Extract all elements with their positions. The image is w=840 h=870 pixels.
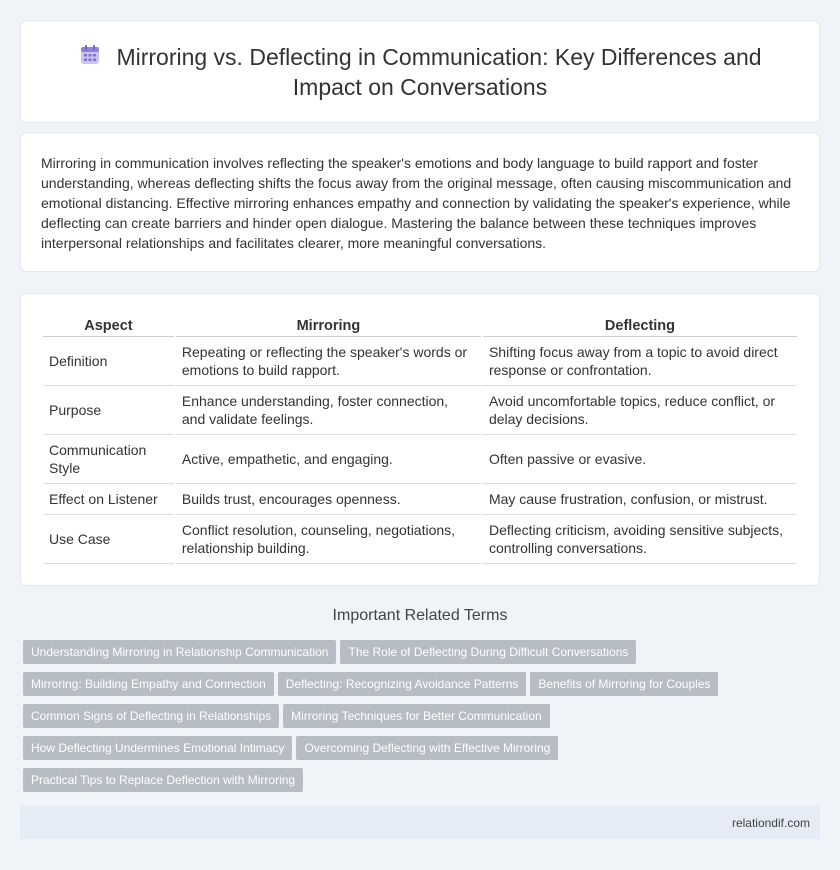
related-term-tag[interactable]: Overcoming Deflecting with Effective Mirroring xyxy=(296,736,558,760)
related-terms-title: Important Related Terms xyxy=(332,607,508,624)
comparison-card xyxy=(20,293,820,586)
related-term-tag[interactable]: How Deflecting Undermines Emotional Intimacy xyxy=(23,736,292,760)
table-row xyxy=(43,484,797,515)
deflecting-cell: Avoid uncomfortable topics, reduce conflict, or delay decisions. xyxy=(483,386,797,435)
aspect-cell: Effect on Listener xyxy=(43,484,174,515)
deflecting-cell: Shifting focus away from a topic to avoid direct response or confrontation. xyxy=(483,337,797,386)
related-term-tag[interactable]: Mirroring: Building Empathy and Connection xyxy=(23,672,274,696)
aspect-cell: Purpose xyxy=(43,386,174,435)
related-term-tag[interactable]: Deflecting: Recognizing Avoidance Patterns xyxy=(278,672,527,696)
related-term-tag[interactable]: Mirroring Techniques for Better Communication xyxy=(283,704,550,728)
footer-site-name: relationdif.com xyxy=(731,816,810,830)
header-card xyxy=(20,20,820,123)
header-mirroring: Mirroring xyxy=(176,314,481,337)
header-deflecting: Deflecting xyxy=(483,314,797,337)
intro-paragraph: Mirroring in communication involves reflecting the speaker's emotions and body language to build rapport and foster understanding, whereas deflecting shifts the focus away from the original message, often causing miscommunication and emotional distancing. Effective mirroring enhances empathy and connection by validating the speaker's experience, while deflecting can create barriers and hinder open dialogue. Mastering the balance between these techniques improves interpersonal relationships and facilitates clearer, more meaningful conversations. xyxy=(41,155,792,251)
deflecting-cell: Often passive or evasive. xyxy=(483,435,797,484)
deflecting-cell: Deflecting criticism, avoiding sensitive subjects, controlling conversations. xyxy=(483,515,797,564)
tag-row xyxy=(23,704,783,728)
related-term-tag[interactable]: Practical Tips to Replace Deflection with Mirroring xyxy=(23,768,303,792)
page-title: Mirroring vs. Deflecting in Communication: Key Differences and Impact on Conversations xyxy=(116,44,762,100)
mirroring-cell: Conflict resolution, counseling, negotiations, relationship building. xyxy=(176,515,481,564)
calendar-icon xyxy=(78,43,102,67)
related-term-tag[interactable]: Common Signs of Deflecting in Relationships xyxy=(23,704,279,728)
footer xyxy=(20,806,820,839)
table-row xyxy=(43,435,797,484)
mirroring-cell: Repeating or reflecting the speaker's words or emotions to build rapport. xyxy=(176,337,481,386)
title-wrap xyxy=(51,43,789,102)
table-header-row xyxy=(43,314,797,337)
related-term-tag[interactable]: Understanding Mirroring in Relationship Communication xyxy=(23,640,336,664)
tag-row xyxy=(23,736,783,760)
table-row xyxy=(43,515,797,564)
header-aspect: Aspect xyxy=(43,314,174,337)
mirroring-cell: Enhance understanding, foster connection, and validate feelings. xyxy=(176,386,481,435)
related-term-tag[interactable]: Benefits of Mirroring for Couples xyxy=(530,672,718,696)
mirroring-cell: Builds trust, encourages openness. xyxy=(176,484,481,515)
table-row xyxy=(43,337,797,386)
tag-row xyxy=(23,640,783,664)
tag-row xyxy=(23,768,783,792)
related-term-tag[interactable]: The Role of Deflecting During Difficult Conversations xyxy=(340,640,636,664)
table-row xyxy=(43,386,797,435)
related-terms-list xyxy=(23,640,783,800)
mirroring-cell: Active, empathetic, and engaging. xyxy=(176,435,481,484)
comparison-table xyxy=(41,314,799,564)
tag-row xyxy=(23,672,783,696)
aspect-cell: Use Case xyxy=(43,515,174,564)
deflecting-cell: May cause frustration, confusion, or mistrust. xyxy=(483,484,797,515)
aspect-cell: Communication Style xyxy=(43,435,174,484)
aspect-cell: Definition xyxy=(43,337,174,386)
intro-card xyxy=(20,132,820,272)
